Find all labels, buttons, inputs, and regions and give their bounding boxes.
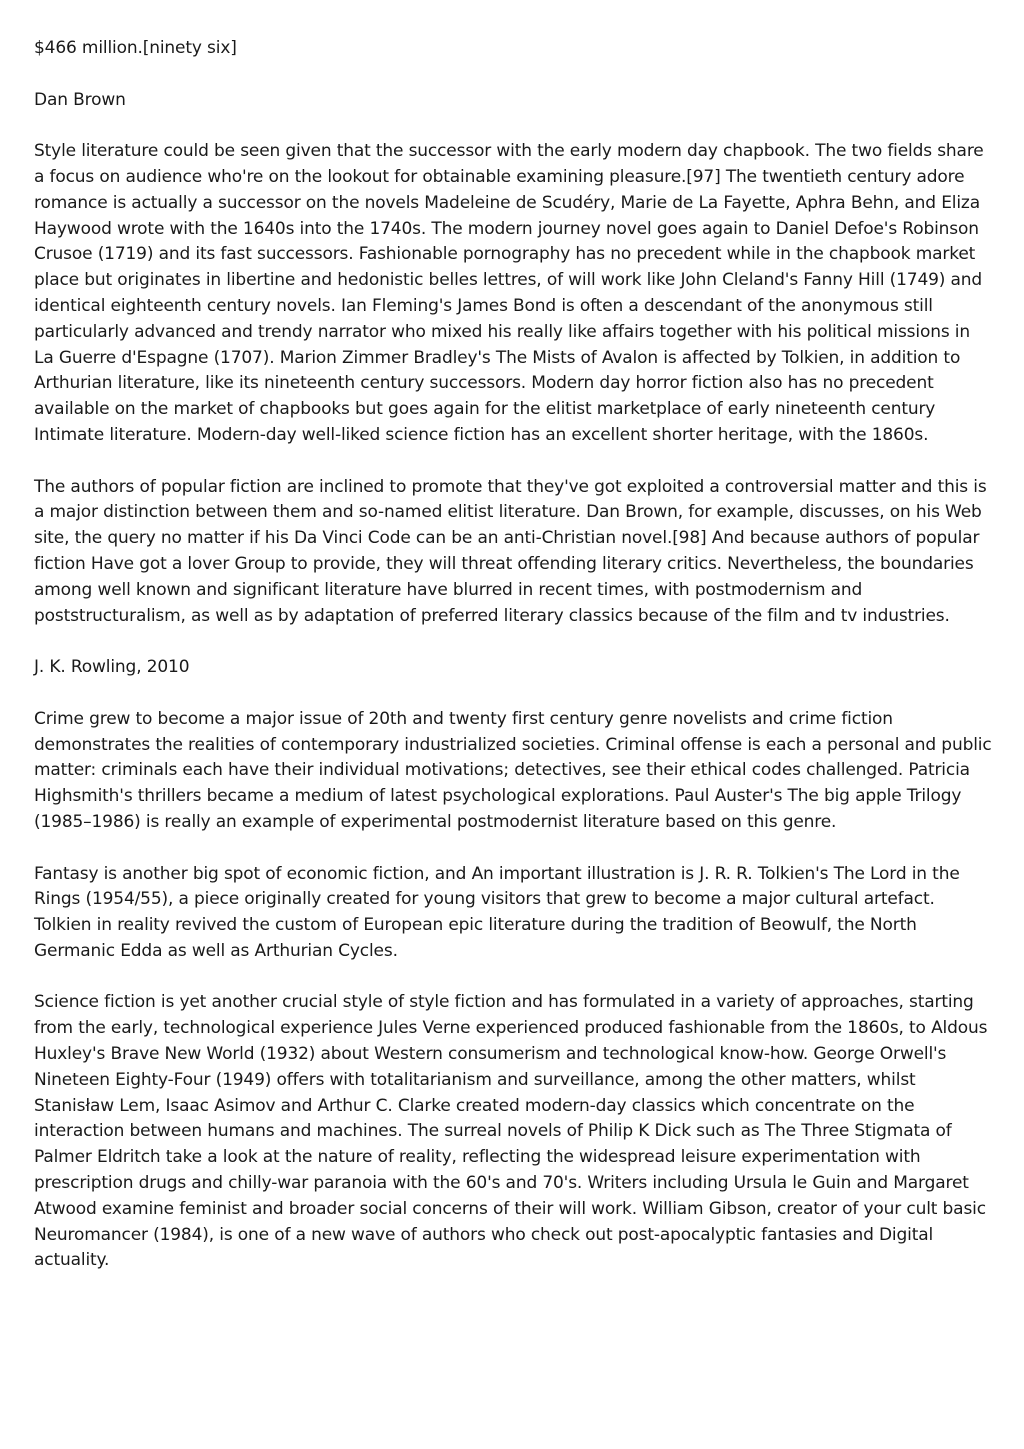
paragraph-crime-fiction: Crime grew to become a major issue of 20th and twenty first century genre novelists and crime fiction demonstrates the realities of contemporary industrialized societies. Criminal offense is each a personal and public matter: criminals each have their individual motivations; detectives, see their ethical codes challenged. Patricia Highsmith's thrillers became a medium of latest psychological explorations. Paul Auster's The big apple Trilogy (1985–1986) is really an example of experimental postmodernist literature based on this genre.: [34, 708, 992, 832]
paragraph-revenue-note: $466 million.[ninety six]: [34, 38, 237, 58]
paragraph-dan-brown-caption: Dan Brown: [34, 89, 126, 110]
paragraph-fantasy: Fantasy is another big spot of economic fiction, and An important illustration is J. R. R. Tolkien's The Lord in the Rings (1954/55), a piece originally created for young visitors that grew to become a major cultural artefact. Tolkien in reality revived the custom of European epic literature during the tradition of Beowulf, the North Germanic Edda as well as Arthurian Cycles.: [34, 863, 960, 961]
paragraph-genre-literature: Style literature could be seen given that the successor with the early modern day chapbook. The two fields share a focus on audience who're on the lookout for obtainable examining pleasure.[97] The twentieth century adore romance is actually a successor on the novels Madeleine de Scudéry, Marie de La Fayette, Aphra Behn, and Eliza Haywood wrote with the 1640s into the 1740s. The modern journey novel goes again to Daniel Defoe's Robinson Crusoe (1719) and its fast successors. Fashionable pornography has no precedent while in the chapbook market place but originates in libertine and hedonistic belles lettres, of will work like John Cleland's Fanny Hill (1749) and identical eighteenth century novels. Ian Fleming's James Bond is often a descendant of the anonymous still particularly advanced and trendy narrator who mixed his really like affairs together with his political missions in La Guerre d'Espagne (1707). Marion Zimmer Bradley's The Mists of Avalon is affected by Tolkien, in addition to Arthurian literature, like its nineteenth century successors. Modern day horror fiction also has no precedent available on the market of chapbooks but goes again for the elitist marketplace of early nineteenth century Intimate literature. Modern-day well-liked science fiction has an excellent shorter heritage, with the 1860s.: [34, 141, 984, 445]
document-page: [34, 36, 994, 1300]
paragraph-science-fiction: Science fiction is yet another crucial style of style fiction and has formulated in a variety of approaches, starting from the early, technological experience Jules Verne experienced produced fashionable from the 1860s, to Aldous Huxley's Brave New World (1932) about Western consumerism and technological know-how. George Orwell's Nineteen Eighty-Four (1949) offers with totalitarianism and surveillance, among the other matters, whilst Stanisław Lem, Isaac Asimov and Arthur C. Clarke created modern-day classics which concentrate on the interaction between humans and machines. The surreal novels of Philip K Dick such as The Three Stigmata of Palmer Eldritch take a look at the nature of reality, reflecting the widespread leisure experimentation with prescription drugs and chilly-war paranoia with the 60's and 70's. Writers including Ursula le Guin and Margaret Atwood examine feminist and broader social concerns of their will work. William Gibson, creator of your cult basic Neuromancer (1984), is one of a new wave of authors who check out post-apocalyptic fantasies and Digital actuality.: [34, 992, 988, 1271]
paragraph-rowling-caption: J. K. Rowling, 2010: [34, 657, 190, 678]
paragraph-popular-fiction-authors: The authors of popular fiction are inclined to promote that they've got exploited a controversial matter and this is a major distinction between them and so-named elitist literature. Dan Brown, for example, discusses, on his Web site, the query no matter if his Da Vinci Code can be an anti-Christian novel.[98] And because authors of popular fiction Have got a lover Group to provide, they will threat offending literary critics. Nevertheless, the boundaries among well known and significant literature have blurred in recent times, with postmodernism and poststructuralism, as well as by adaptation of preferred literary classics because of the film and tv industries.: [34, 476, 987, 626]
